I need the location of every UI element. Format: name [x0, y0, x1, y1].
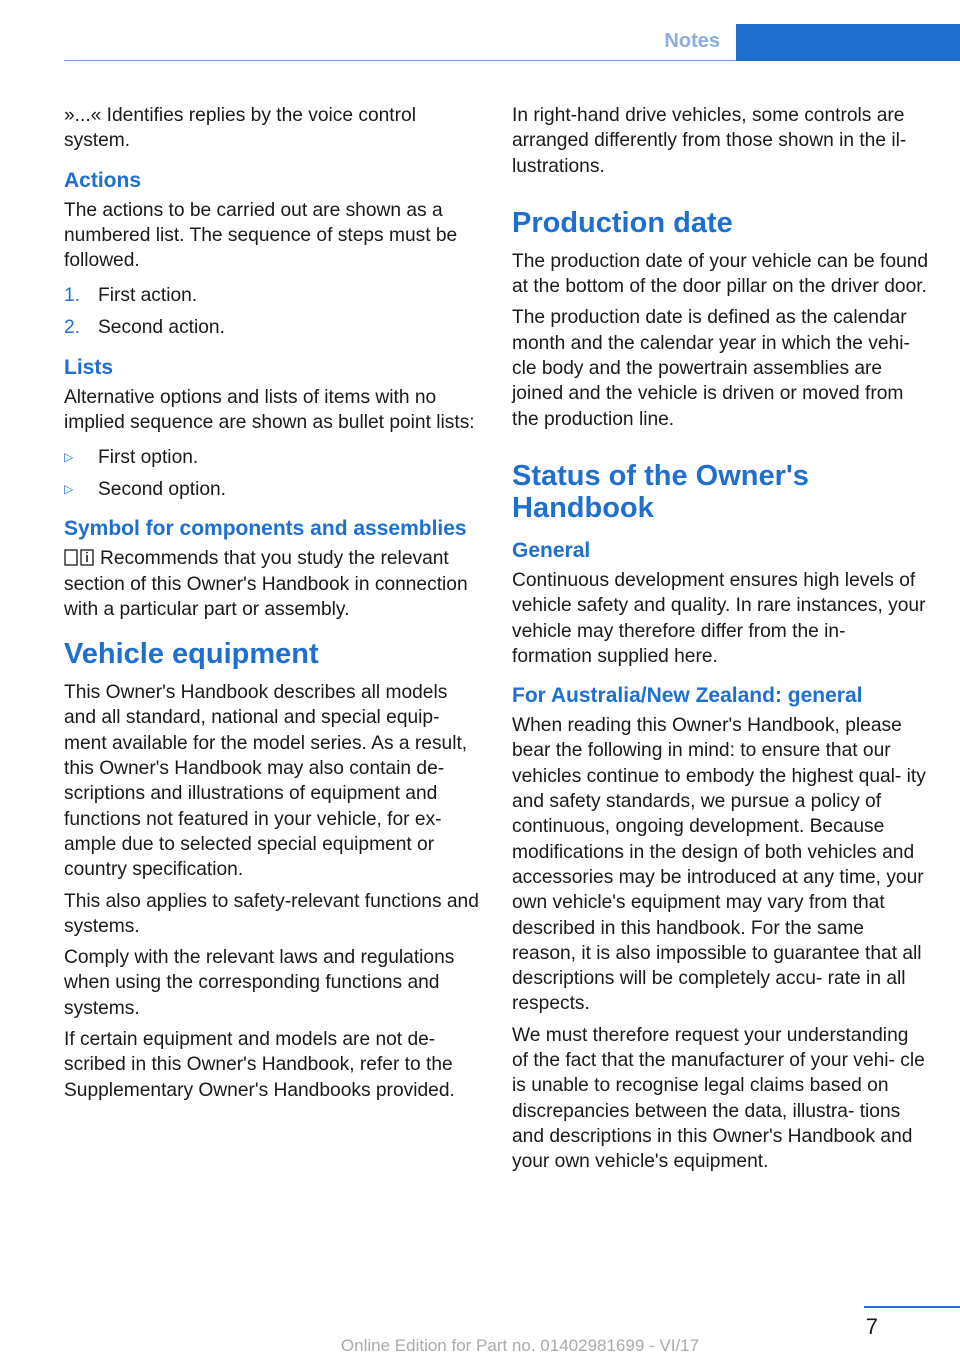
production-date-heading: Production date — [512, 206, 733, 239]
list-number: 1. — [64, 285, 81, 307]
paragraph: When reading this Owner's Handbook, please bear the following in mind: to ensure that our vehicles continue to embody the highest qual‐ ity and safety standards, we pursue a policy of continuous, ongoing development. Because modifications in the design of both vehicles and accessories may be introduced at any time, your own vehicle's equipment may vary from that described in this handbook. For the same reason, it is also impossible to guarantee that all descriptions will be completely accu‐ rate in all respects. — [512, 715, 926, 1015]
actions-heading: Actions — [64, 168, 142, 192]
paragraph: The production date is defined as the calendar month and the calendar year in which the vehi‐ cle body and the powertrain assemblies are joined and the vehicle is driven or moved from the production line. — [512, 307, 910, 430]
lists-heading: Lists — [64, 355, 114, 379]
actions-text: The actions to be carried out are shown as a numbered list. The sequence of steps must be followed. — [64, 199, 458, 272]
general-heading: General — [512, 538, 591, 562]
paragraph: This also applies to safety-relevant functions and systems. — [64, 890, 479, 937]
paragraph: The production date of your vehicle can be found at the bottom of the door pillar on the driver door. — [512, 250, 929, 298]
triangle-bullet-icon: ▷ — [64, 481, 74, 496]
list-item-label: Second action. — [98, 317, 225, 339]
status-heading: Status of the Owner's Handbook — [512, 459, 809, 524]
paragraph: We must therefore request your understanding of the fact that the manufacturer of your vehi‐ cle is unable to recognise legal claims based on discrepancies between the data, illustra‐ tions and descriptions in this Owner's Handbook and your own vehicle's equipment. — [512, 1024, 925, 1173]
bullet-list — [64, 445, 480, 502]
triangle-bullet-icon: ▷ — [64, 450, 74, 465]
section-title: Notes — [664, 30, 720, 52]
paragraph: Comply with the relevant laws and regulations when using the corresponding functions and systems. — [64, 947, 455, 1019]
left-column — [64, 103, 480, 1109]
vehicle-equipment-heading: Vehicle equipment — [64, 638, 319, 671]
header-tab — [736, 24, 960, 61]
edition-footer: Online Edition for Part no. 01402981699 - VI/17 — [340, 1336, 700, 1355]
intro-paragraph: In right-hand drive vehicles, some controls are arranged differently from those shown in the il‐ lustrations. — [512, 105, 907, 177]
list-item — [64, 315, 480, 340]
intro-paragraph: »...« Identifies replies by the voice control system. — [64, 105, 416, 152]
symbol-description: Recommends that you study the relevant section of this Owner's Handbook in connection with a particular part or assembly. — [64, 548, 468, 620]
header-rule — [64, 60, 736, 61]
list-item — [64, 477, 480, 502]
page-number: 7 — [865, 1314, 878, 1339]
list-item — [64, 445, 480, 470]
paragraph: Continuous development ensures high levels of vehicle safety and quality. In rare instances, your vehicle may therefore differ from the in‐ formation supplied here. — [512, 569, 926, 667]
list-number: 2. — [64, 317, 81, 339]
list-item-label: First action. — [98, 285, 198, 307]
paragraph: This Owner's Handbook describes all models and all standard, national and special equip‐ ment available for the model series. As a result, this Owner's Handbook may also contain de‐ scriptions and illustrations of equipment and functions not featured in your vehicle, for ex‐ ample due to selected special equipment or country specification. — [64, 682, 468, 881]
australia-heading: For Australia/New Zealand: general — [512, 684, 863, 708]
book-icon — [64, 549, 94, 566]
list-item — [64, 283, 480, 308]
paragraph: If certain equipment and models are not de‐ scribed in this Owner's Handbook, refer to the Supplementary Owner's Handbooks provided. — [64, 1029, 455, 1101]
numbered-list — [64, 283, 480, 340]
list-item-label: First option. — [98, 447, 199, 469]
lists-text: Alternative options and lists of items with no implied sequence are shown as bullet point lists: — [64, 386, 475, 433]
symbol-heading: Symbol for components and assemblies — [64, 517, 467, 541]
right-column — [512, 103, 928, 1181]
list-item-label: Second option. — [98, 478, 227, 500]
footer-rule — [864, 1306, 960, 1308]
symbol-text — [64, 546, 480, 622]
